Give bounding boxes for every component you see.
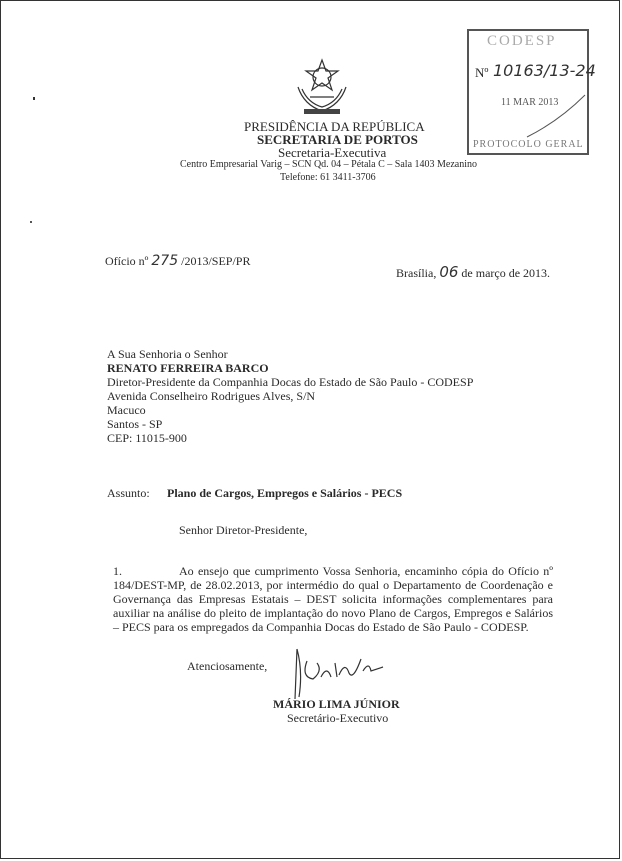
recipient-name: RENATO FERREIRA BARCO <box>107 361 269 375</box>
stamp-bottom-text: PROTOCOLO GERAL <box>473 139 584 150</box>
recipient-district: Macuco <box>107 403 146 417</box>
letterhead-line2: SECRETARIA DE PORTOS <box>257 132 418 147</box>
subject-label: Assunto: <box>107 486 150 500</box>
recipient-cep: CEP: 11015-900 <box>107 431 187 445</box>
letterhead-line3: Secretaria-Executiva <box>278 145 387 160</box>
recipient-title: Diretor-Presidente da Companhia Docas do Estado de São Paulo - CODESP <box>107 375 474 389</box>
stamp-number: 10163/13-24 <box>493 61 596 80</box>
date-city: Brasília, <box>396 266 437 280</box>
stamp-top-text: CODESP <box>487 33 557 49</box>
recipient-city: Santos - SP <box>107 417 163 431</box>
reference-prefix: Ofício nº <box>105 254 149 268</box>
paragraph-number: 1. <box>113 564 122 578</box>
subject-text: Plano de Cargos, Empregos e Salários - PECS <box>167 486 403 500</box>
recipient-street: Avenida Conselheiro Rodrigues Alves, S/N <box>107 389 316 403</box>
stamp-date: 11 MAR 2013 <box>501 97 559 108</box>
reference-number: 275 <box>151 253 179 269</box>
closing: Atenciosamente, <box>187 659 268 673</box>
stamp-number-prefix: Nº <box>475 65 489 80</box>
protocol-stamp <box>467 29 596 155</box>
signatory-role: Secretário-Executivo <box>287 711 389 725</box>
letterhead-address: Centro Empresarial Varig – SCN Qd. 04 – Pétala C – Sala 1403 Mezanino <box>180 159 477 170</box>
signatory-name: MÁRIO LIMA JÚNIOR <box>273 697 400 711</box>
date-day: 06 <box>439 263 459 281</box>
reference-suffix: /2013/SEP/PR <box>181 254 251 268</box>
greeting: Senhor Diretor-Presidente, <box>179 523 308 537</box>
coat-of-arms-icon <box>290 57 354 117</box>
scan-speck <box>33 97 35 100</box>
paragraph-text: Ao ensejo que cumprimento Vossa Senhoria, encaminho cópia do Ofício nº 184/DEST-MP, de 28.02.2013, por intermédio do qual o Departamento de Coordenação e Governança das Empresas Estatais – DEST solicita informações complementares para auxiliar na análise do pleito de implantação do novo Plano de Cargos, Empregos e Salários – PECS para os empregados da Companhia Docas do Estado de São Paulo - CODESP. <box>113 564 553 634</box>
stamp-pen-stroke-icon <box>519 91 589 141</box>
date-line <box>396 263 550 281</box>
scan-speck <box>30 221 32 223</box>
recipient-salutation: A Sua Senhoria o Senhor <box>107 347 228 361</box>
date-rest: de março de 2013. <box>461 266 551 280</box>
handwritten-signature-icon <box>283 641 393 703</box>
letterhead-line1: PRESIDÊNCIA DA REPÚBLICA <box>244 119 425 134</box>
reference-line <box>105 253 250 269</box>
letterhead-phone: Telefone: 61 3411-3706 <box>280 172 376 183</box>
